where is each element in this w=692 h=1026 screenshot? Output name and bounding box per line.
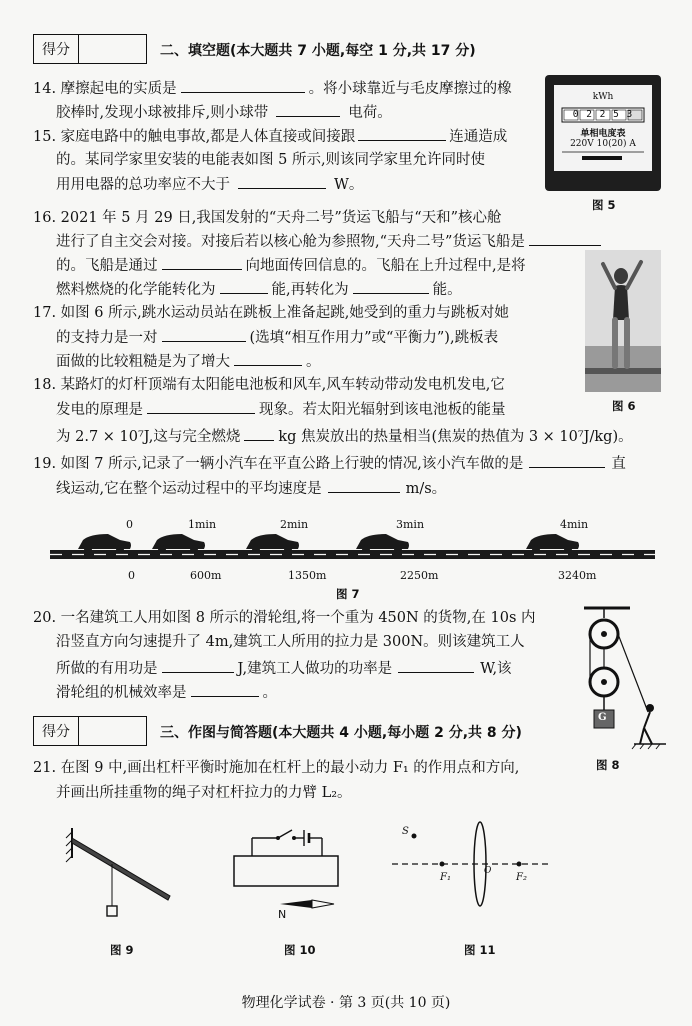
- q20-blank-2[interactable]: [398, 658, 474, 673]
- score-label-2: 得分: [34, 717, 79, 745]
- q14-text-c: 胶棒时,发现小球被排斥,则小球带: [56, 105, 269, 121]
- q17-text-c: 面做的比较粗糙是为了增大: [56, 354, 230, 370]
- q20-blank-3[interactable]: [191, 682, 259, 697]
- meter-rating: 220V 10(20) A: [570, 139, 636, 149]
- q16-text-b: 的。飞船是通过: [56, 258, 158, 274]
- q17-blank-1[interactable]: [162, 327, 246, 342]
- time-label-2: 2min: [280, 518, 309, 531]
- q21-line1: 21. 在图 9 中,画出杠杆平衡时施加在杠杆上的最小动力 F₁ 的作用点和方向,: [33, 760, 520, 776]
- block-label: G: [598, 712, 607, 723]
- q20-line1: 20. 一名建筑工人用如图 8 所示的滑轮组,将一个重为 450N 的货物,在 10s 内: [33, 610, 536, 626]
- distance-label-4: 3240m: [558, 569, 597, 582]
- q14-text-b: 。将小球靠近与毛皮摩擦过的橡: [308, 81, 512, 97]
- time-label-4: 4min: [560, 518, 589, 531]
- q15-text-c: 用用电器的总功率应不大于: [56, 177, 230, 193]
- q19-text-b: 直: [611, 456, 626, 472]
- meter-unit: kWh: [592, 92, 614, 102]
- score-box: [33, 34, 147, 64]
- q16-blank-4[interactable]: [353, 279, 429, 294]
- pulley-diagram: [574, 604, 666, 750]
- q14-text-a: 14. 摩擦起电的实质是: [33, 81, 177, 97]
- lever-diagram: [62, 826, 182, 922]
- q18-line2: [56, 399, 506, 420]
- q16-line3: [56, 255, 526, 276]
- figure-6-caption: 图 6: [612, 399, 636, 413]
- q15-blank-1[interactable]: [358, 126, 446, 141]
- q15-blank-2[interactable]: [238, 174, 326, 189]
- q20-line4: [56, 682, 277, 703]
- time-label-0: 0: [126, 518, 133, 531]
- circuit-diagram: [232, 818, 342, 928]
- q18-text-c: 为 2.7 × 10⁷J,这与完全燃烧: [56, 429, 241, 445]
- q18-text-d: kg 焦炭放出的热量相当(焦炭的热值为 3 × 10⁷J/kg)。: [278, 429, 633, 445]
- focus-2-label: F₂: [516, 872, 527, 883]
- q19-blank-2[interactable]: [328, 478, 400, 493]
- distance-label-1: 600m: [190, 569, 222, 582]
- q20-text-e: 。: [262, 685, 277, 701]
- q14-line1: [33, 78, 512, 99]
- q18-text-b: 现象。若太阳光辐射到该电池板的能量: [259, 402, 506, 418]
- q15-text-d: W。: [334, 177, 364, 193]
- page-footer: 物理化学试卷 · 第 3 页(共 10 页): [241, 995, 451, 1011]
- q14-blank-2[interactable]: [276, 102, 340, 117]
- score-blank-2: [79, 717, 146, 745]
- figure-9-lever: [62, 826, 182, 922]
- figure-9-caption: 图 9: [110, 943, 134, 957]
- diver-image: [585, 250, 661, 392]
- q14-blank-1[interactable]: [181, 78, 305, 93]
- figure-8-pulley-system: [574, 604, 666, 750]
- figure-7-car-road: [50, 512, 655, 592]
- q17-line1: 17. 如图 6 所示,跳水运动员站在跳板上准备起跳,她受到的重力与跳板对她: [33, 305, 509, 321]
- compass-north-label: N: [278, 908, 287, 921]
- q16-line2: [56, 231, 601, 252]
- q16-text-f: 能。: [432, 282, 462, 298]
- figure-6-diver-photo: [585, 250, 661, 392]
- q16-text-e: 能,再转化为: [271, 282, 349, 298]
- optical-center-label: O: [484, 866, 492, 876]
- score-box-2: [33, 716, 147, 746]
- q20-line3: [56, 658, 512, 679]
- q16-line4: [56, 279, 462, 300]
- focus-1-label: F₁: [440, 872, 451, 883]
- q15-line3: [56, 174, 363, 195]
- q17-text-d: 。: [306, 354, 321, 370]
- q14-line2: [56, 102, 392, 123]
- figure-11-lens: [392, 816, 552, 916]
- q15-text-b: 连通造成: [449, 129, 508, 145]
- q16-line1: 16. 2021 年 5 月 29 日,我国发射的“天舟二号”货运飞船与“天和”核心舱: [33, 210, 502, 226]
- figure-10-caption: 图 10: [284, 943, 316, 957]
- q19-line1: [33, 453, 626, 474]
- section-title-2: 三、作图与简答题(本大题共 4 小题,每小题 2 分,共 8 分): [160, 725, 522, 741]
- lens-diagram: [392, 816, 552, 916]
- q16-text-a: 进行了自主交会对接。对接后若以核心舱为参照物,“天舟二号”货运飞船是: [56, 234, 525, 250]
- figure-11-caption: 图 11: [464, 943, 496, 957]
- section-title: 二、填空题(本大题共 7 小题,每空 1 分,共 17 分): [160, 43, 476, 59]
- q20-line2: 沿竖直方向匀速提升了 4m,建筑工人所用的拉力是 300N。则该建筑工人: [56, 634, 525, 650]
- figure-7-caption: 图 7: [336, 587, 360, 601]
- q15-text-a: 15. 家庭电路中的触电事故,都是人体直接或间接跟: [33, 129, 356, 145]
- time-label-1: 1min: [188, 518, 217, 531]
- source-label: S: [402, 826, 409, 837]
- figure-8-caption: 图 8: [596, 758, 620, 772]
- q16-blank-2[interactable]: [162, 255, 242, 270]
- q15-line1: [33, 126, 507, 147]
- q20-text-b: J,建筑工人做功的功率是: [237, 661, 393, 677]
- q19-text-a: 19. 如图 7 所示,记录了一辆小汽车在平直公路上行驶的情况,该小汽车做的是: [33, 456, 524, 472]
- score-blank: [79, 35, 146, 63]
- q14-text-d: 电荷。: [348, 105, 392, 121]
- q20-text-a: 所做的有用功是: [56, 661, 158, 677]
- q16-blank-1[interactable]: [529, 231, 601, 246]
- figure-5-caption: 图 5: [592, 198, 616, 212]
- q17-line3: [56, 351, 321, 372]
- meter-name: 单相电度表: [580, 129, 626, 139]
- q16-text-d: 燃料燃烧的化学能转化为: [56, 282, 216, 298]
- meter-digits: 0 2 2 5 3: [572, 109, 634, 120]
- q21-line2: 并画出所挂重物的绳子对杠杆拉力的力臂 L₂。: [56, 785, 352, 801]
- q17-text-a: 的支持力是一对: [56, 330, 158, 346]
- q19-text-c: 线运动,它在整个运动过程中的平均速度是: [56, 481, 322, 497]
- q18-line3: [56, 426, 633, 447]
- q18-blank-1[interactable]: [147, 399, 255, 414]
- q19-line2: [56, 478, 446, 499]
- q16-blank-3[interactable]: [220, 279, 268, 294]
- q20-text-c: W,该: [480, 661, 512, 677]
- q18-text-a: 发电的原理是: [56, 402, 143, 418]
- q19-blank-1[interactable]: [529, 453, 605, 468]
- q18-line1: 18. 某路灯的灯杆顶端有太阳能电池板和风车,风车转动带动发电机发电,它: [33, 377, 505, 393]
- q17-blank-2[interactable]: [234, 351, 302, 366]
- score-label: 得分: [34, 35, 79, 63]
- q18-blank-2[interactable]: [244, 426, 274, 441]
- q16-text-c: 向地面传回信息的。飞船在上升过程中,是将: [245, 258, 526, 274]
- q20-blank-1[interactable]: [162, 658, 234, 673]
- q15-line2: 的。某同学家里安装的电能表如图 5 所示,则该同学家里允许同时使: [56, 152, 486, 168]
- time-label-3: 3min: [396, 518, 425, 531]
- figure-5-energy-meter: [544, 74, 662, 192]
- q17-text-b: (选填“相互作用力”或“平衡力”),跳板表: [249, 330, 499, 346]
- distance-label-0: 0: [128, 569, 135, 582]
- q17-line2: [56, 327, 498, 348]
- figure-10-electromagnet: [232, 818, 342, 928]
- q20-text-d: 滑轮组的机械效率是: [56, 685, 187, 701]
- distance-label-2: 1350m: [288, 569, 327, 582]
- distance-label-3: 2250m: [400, 569, 439, 582]
- q19-text-d: m/s。: [405, 481, 447, 497]
